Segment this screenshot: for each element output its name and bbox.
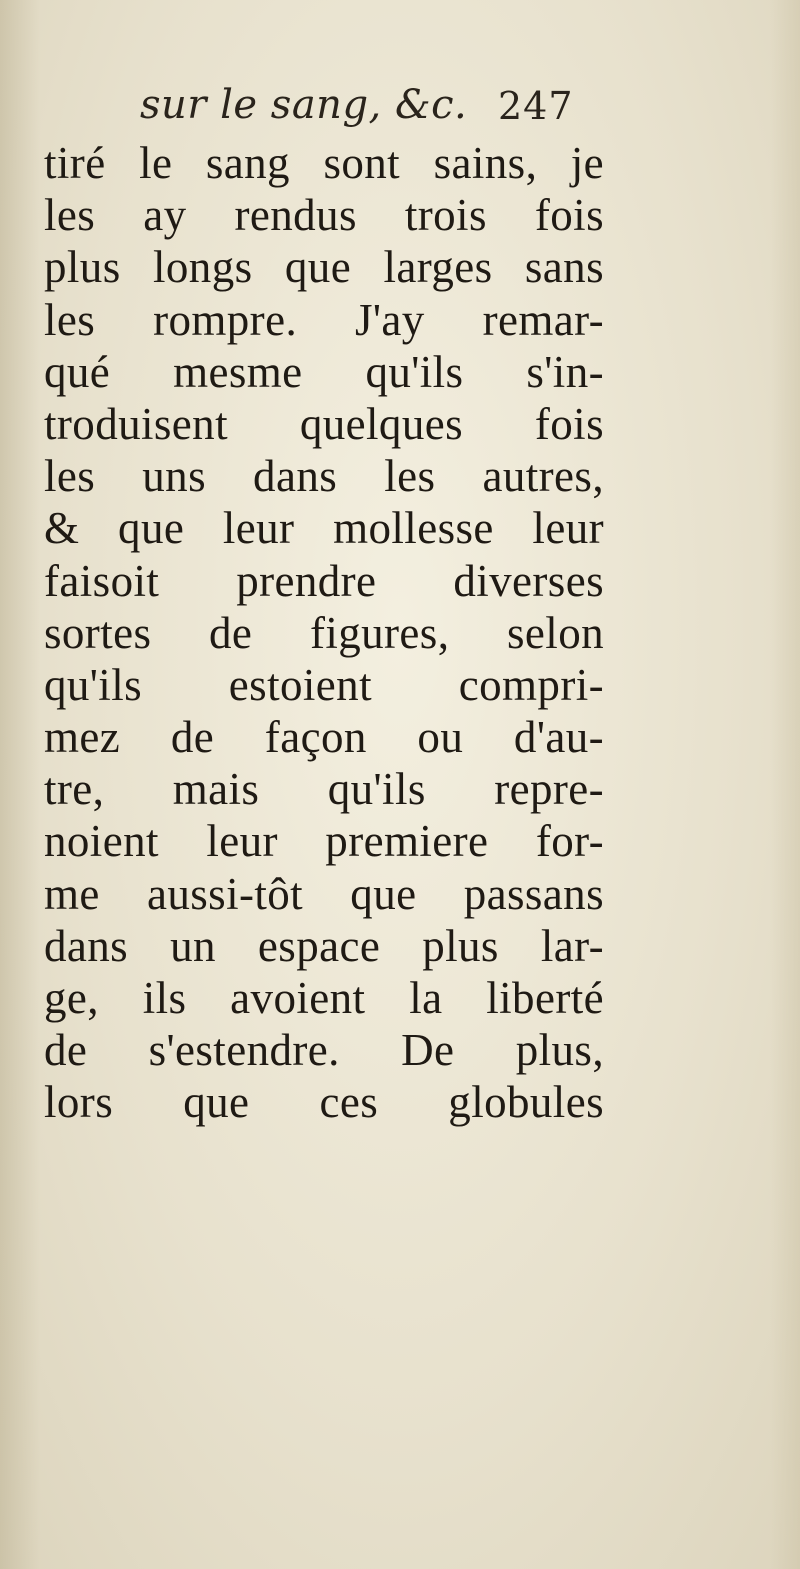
running-title: sur le sang, &c.: [140, 82, 468, 128]
text-line: les rompre. J'ay remar-: [44, 294, 604, 345]
text-line: ge, ils avoient la liberté: [44, 973, 604, 1023]
text-line: troduisent quelques fois: [44, 398, 604, 449]
text-line: & que leur mollesse leur: [44, 503, 604, 554]
text-line: sortes de figures, selon: [44, 607, 604, 658]
text-line: qué mesme qu'ils s'in-: [44, 346, 604, 397]
text-line: dans un espace plus lar-: [44, 920, 604, 971]
text-line: qu'ils estoient compri-: [44, 659, 604, 710]
body-text: [44, 137, 604, 1129]
text-line: me aussi-tôt que passans: [44, 868, 604, 919]
text-line: noient leur premiere for-: [44, 816, 604, 867]
page-number: 247: [498, 84, 574, 128]
running-head: [0, 82, 800, 142]
text-line: tre, mais qu'ils repre-: [44, 764, 604, 815]
text-line: tiré le sang sont sains, je: [44, 138, 604, 188]
text-line: de s'estendre. De plus,: [44, 1025, 604, 1076]
text-line: les ay rendus trois fois: [44, 190, 604, 241]
text-line: faisoit prendre diverses: [44, 555, 604, 606]
text-line: les uns dans les autres,: [44, 451, 604, 502]
text-line: plus longs que larges sans: [44, 242, 604, 293]
text-line: mez de façon ou d'au-: [44, 712, 604, 763]
text-line: lors que ces globules: [44, 1077, 604, 1128]
